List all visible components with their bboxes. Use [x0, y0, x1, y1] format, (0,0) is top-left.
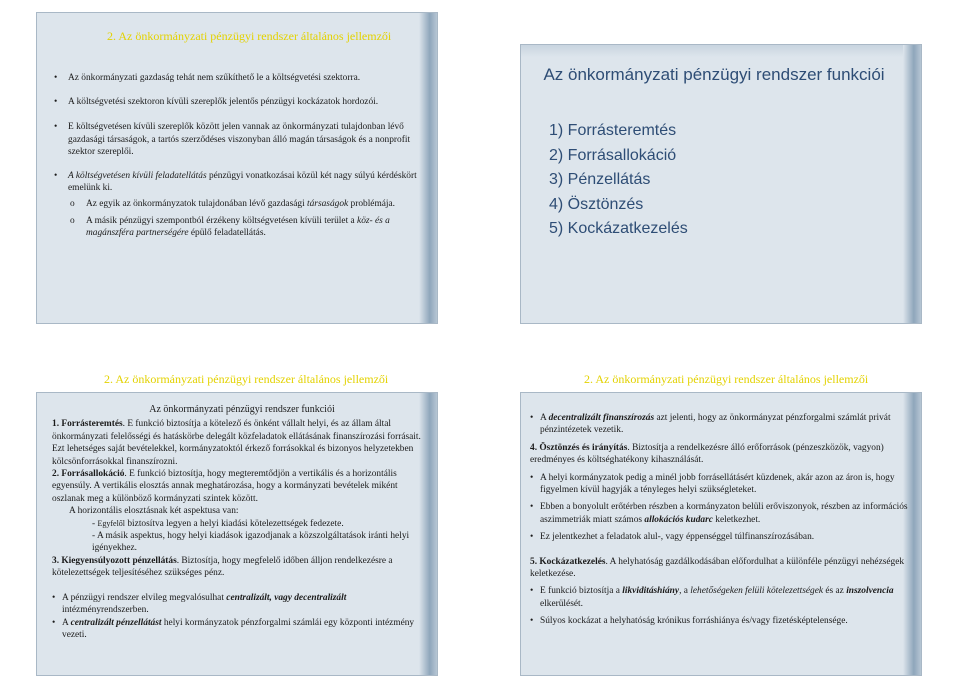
sub-bullet-2: o A másik pénzügyi szempontból érzékeny költségvetésen kívüli terület a köz- és a magánszféra partnerségére épülő feladatellátás.	[54, 215, 424, 239]
function-item: 2) Forrásallokáció	[549, 146, 677, 164]
slide-heading: Az önkormányzati pénzügyi rendszer funkciói	[149, 404, 335, 415]
slide-4-text	[530, 412, 912, 628]
slide-topbar	[521, 45, 921, 57]
paragraph-2-continued: A horizontális elosztásnak két aspektusa van:	[69, 506, 239, 517]
dash-item-1: - Egyfelől biztosítva legyen a helyi kiadási kötelezettségek fedezete.	[92, 518, 344, 529]
bullet-3: • Ebben a bonyolult erőtérben részben a kormányzaton belüli erőviszonyok, részben az információs aszimmetriák miatt számos allokációs kudarc keletkezhet.	[530, 501, 912, 526]
slide-2	[520, 44, 922, 324]
paragraph-2: 2. Forrásallokáció. E funkció biztosítja, hogy megteremtődjön a vertikális és a horizontális egyensúly. A vertikális elosztás annak meghatározása, hogy a kormányzati bevételek miként oszlanak meg a különböző kormányzati szintek között.	[52, 469, 398, 504]
bullet-3: • E költségvetésen kívüli szereplők között jelen vannak az önkormányzati tulajdonban lévő gazdasági társaságok, a tartós szerződéses viszonyban álló magán társaságok és a nonprofit szektor szereplői.	[54, 121, 424, 158]
bullet-4: • A költségvetésen kívüli feladatellátás pénzügyi vonatkozásai közül két nagy súlyú kérdéskört emelünk ki.	[54, 170, 424, 194]
dash-item-2: - A másik aspektus, hogy helyi kiadások igazodjanak a közszolgáltatások iránti helyi igényekhez.	[92, 531, 410, 554]
bullet-1: • A decentralizált finanszírozás azt jelenti, hogy az önkormányzat pénzforgalmi számlát privát pénzintézetek vezetik.	[530, 412, 912, 437]
function-item: 1) Forrásteremtés	[549, 122, 677, 139]
bullet-2: • A költségvetési szektoron kívüli szereplők jelentős pénzügyi kockázatok hordozói.	[54, 96, 424, 108]
bullet-1: • Az önkormányzati gazdaság tehát nem szűkíthető le a költségvetési szektorra.	[54, 72, 424, 84]
slide-heading: Az önkormányzati pénzügyi rendszer funkciói	[543, 65, 885, 84]
paragraph-3: 3. Kiegyensúlyozott pénzellátás. Biztosítja, hogy megfelelő időben álljon rendelkezésre a kötelezettségek teljesítéséhez szükséges pénz.	[52, 555, 393, 579]
function-item: 5) Kockázatkezelés	[549, 220, 688, 237]
paragraph-5: 5. Kockázatkezelés. A helyhatóság gazdálkodásában előfordulhat a különféle pénzügyi nehézségek keletkezése.	[530, 556, 905, 580]
slide-decoration	[903, 45, 921, 323]
paragraph-4: 4. Ösztönzés és irányítás. Biztosítja a rendelkezésre álló erőforrások (pénzeszközök, vagyon) eredményes és költséghatékony kihasználását.	[530, 442, 884, 466]
paragraph-1: 1. Forrásteremtés. E funkció biztosítja a kötelező és önként vállalt helyi, és az állam által önkormányzati felelősségi és hatáskörbe delegált közfeladatok ellátásának finanszírozási forrásait. Ezt lehetséges saját bevételekkel, kormányzatoktól érkező forrásokkal és bizonyos helyzetekben kölcsönforrásokkal finanszírozni.	[52, 419, 421, 467]
slide-4-title: 2. Az önkormányzati pénzügyi rendszer általános jellemzői	[584, 372, 869, 386]
slide-3-text	[52, 404, 432, 641]
function-item: 3) Pénzellátás	[549, 171, 651, 188]
bullet-2: • A centralizált pénzellátást helyi kormányzatok pénzforgalmi számlái egy központi intézmény vezeti.	[52, 617, 432, 642]
bullet-2: • A helyi kormányzatok pedig a minél jobb forrásellátásért küzdenek, akár azon az áron is, hogy figyelmen kívül hagyják a tényleges helyi szükségleteket.	[530, 472, 912, 497]
bullet-6: • Súlyos kockázat a helyhatóság krónikus forráshiánya és/vagy fizetésképtelensége.	[530, 615, 912, 627]
function-item: 4) Ösztönzés	[549, 195, 644, 213]
slide-1-text	[54, 72, 424, 243]
bullet-5: • E funkció biztosítja a likviditáshiány, a lehetőségeken felüli kötelezettségek és az inszolvencia elkerülését.	[530, 585, 912, 610]
bullet-4: • Ez jelentkezhet a feladatok alul-, vagy éppenséggel túlfinanszírozásában.	[530, 531, 912, 543]
slide-title: 2. Az önkormányzati pénzügyi rendszer általános jellemzői	[107, 29, 392, 43]
sub-bullet-1: o Az egyik az önkormányzatok tulajdonában lévő gazdasági társaságok problémája.	[54, 198, 424, 210]
function-list	[549, 119, 688, 242]
slide-3-title: 2. Az önkormányzati pénzügyi rendszer általános jellemzői	[104, 372, 389, 386]
bullet-1: • A pénzügyi rendszer elvileg megvalósulhat centralizált, vagy decentralizált intézményrendszerben.	[52, 592, 432, 617]
